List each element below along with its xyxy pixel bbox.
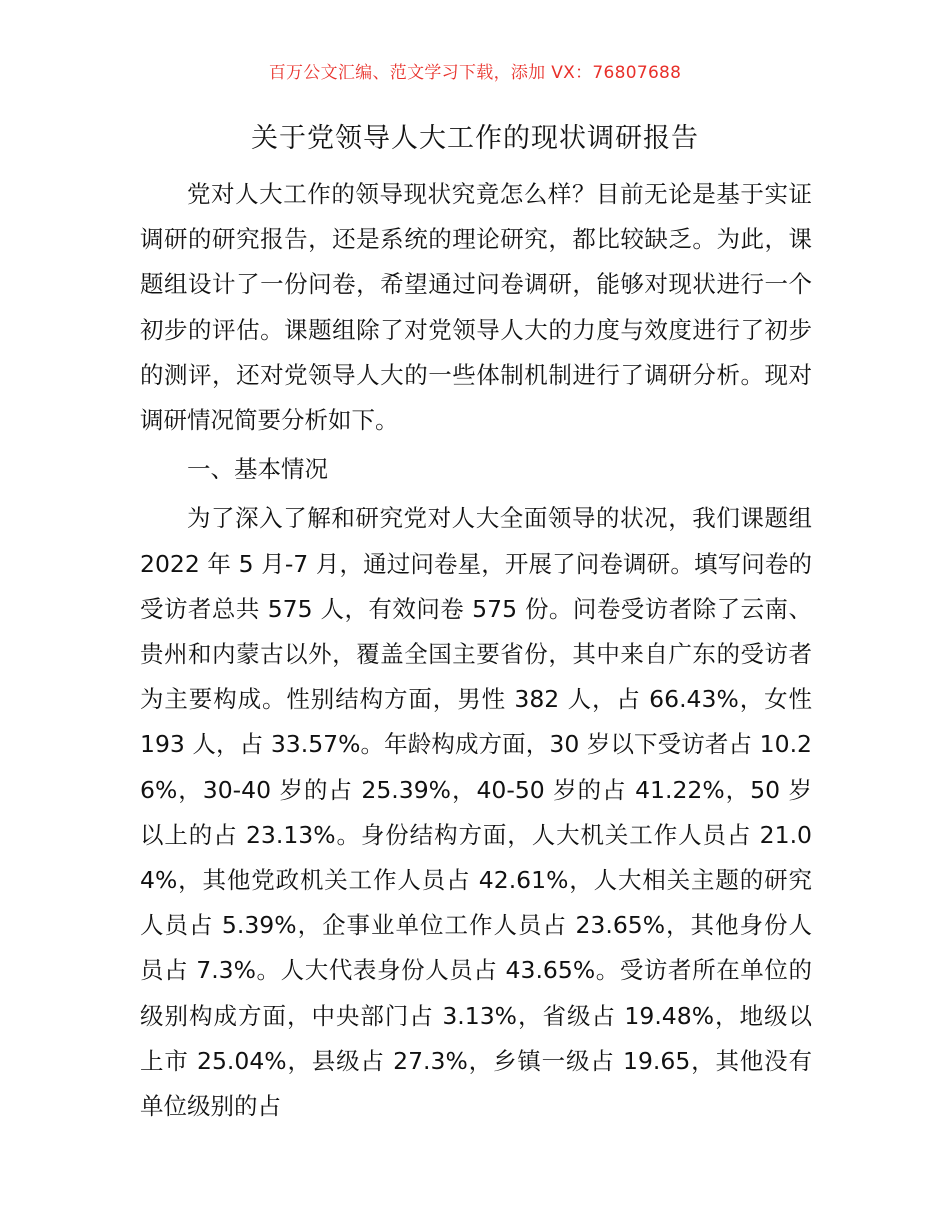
document-title: 关于党领导人大工作的现状调研报告 — [251, 123, 699, 154]
paragraph-basic-info: 为了深入了解和研究党对人大全面领导的状况，我们课题组 2022 年 5 月-7 月，通过问卷星，开展了问卷调研。填写问卷的受访者总共 575 人，有效问卷 575 份。问卷受访者除了云南、贵州和内蒙古以外，覆盖全国主要省份，其中来自广东的受访者为主要构成。性别结构方面，男性 382 人，占 66.43%，女性 193 人，占 33.57%。年龄构成方面，30 岁以下受访者占 10.26%，30-40 岁的占 25.39%，40-50 岁的占 41.22%，50 岁以上的占 23.13%。身份结构方面，人大机关工作人员占 21.04%，其他党政机关工作人员占 42.61%，人大相关主题的研究人员占 5.39%，企事业单位工作人员占 23.65%，其他身份人员占 7.3%。人大代表身份人员占 43.65%。受访者所在单位的级别构成方面，中央部门占 3.13%，省级占 19.48%，地级以上市 25.04%，县级占 27.3%，乡镇一级占 19.65，其他没有单位级别的占 — [140, 504, 812, 1121]
paragraph-intro: 党对人大工作的领导现状究竟怎么样？目前无论是基于实证调研的研究报告，还是系统的理论研究，都比较缺乏。为此，课题组设计了一份问卷，希望通过问卷调研，能够对现状进行一个初步的评估。课题组除了对党领导人大的力度与效度进行了初步的测评，还对党领导人大的一些体制机制进行了调研分析。现对调研情况简要分析如下。 — [140, 180, 812, 435]
document-body — [140, 172, 812, 1129]
section-heading-basic-info: 一、基本情况 — [187, 455, 328, 484]
header-note: 百万公文汇编、范文学习下载，添加 VX：76807688 — [268, 63, 682, 83]
